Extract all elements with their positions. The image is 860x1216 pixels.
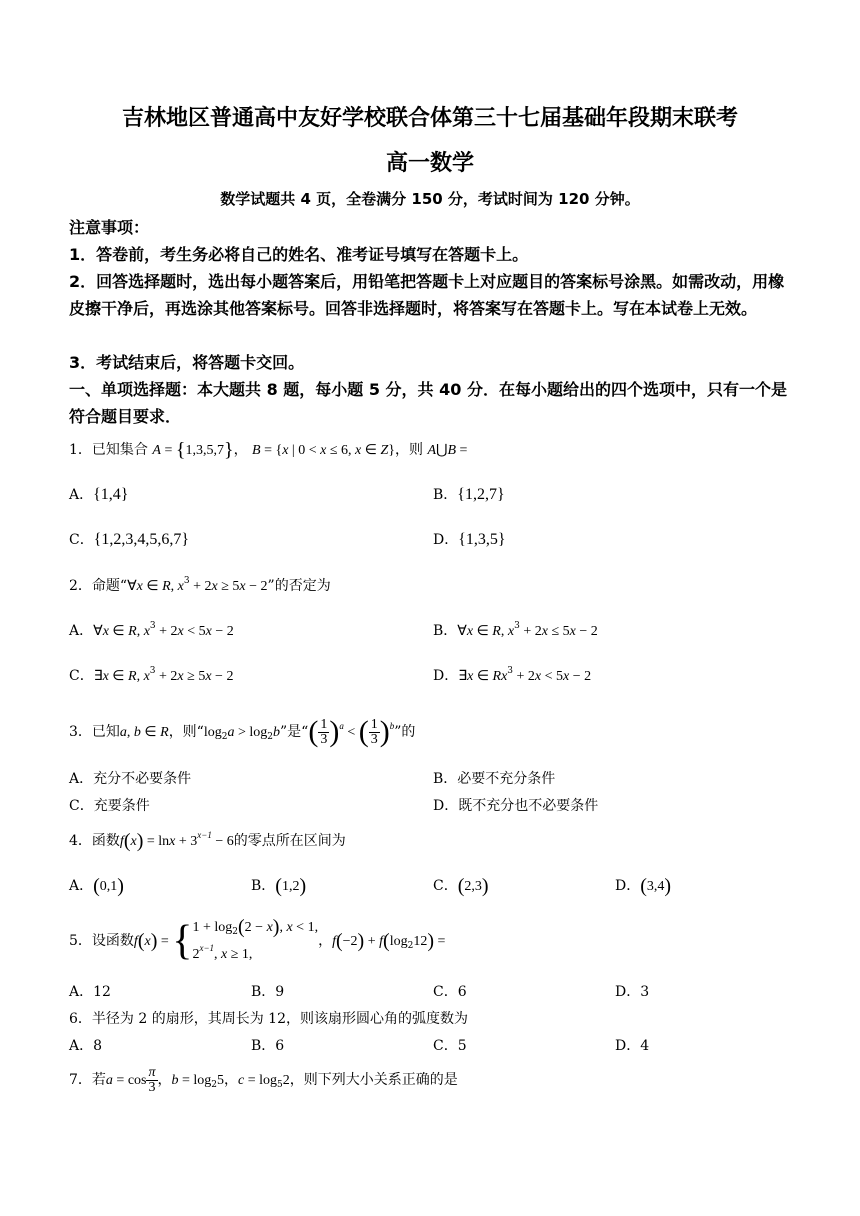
q3-option-c: C．充要条件 (69, 798, 150, 814)
notes-heading: 注意事项： (69, 218, 150, 237)
notes-item-1: 1．答卷前，考生务必将自己的姓名、准考证号填写在答题卡上。 (69, 245, 529, 264)
exam-title: 吉林地区普通高中友好学校联合体第三十七届基础年段期末联考 (121, 106, 738, 131)
question-3: 3．已知a, b ∈ R，则“$\log_2a > \log_2b$”是“( $\frac{1}{3}$ )$^a$ < ( $\frac{1}{3}$ )$^b$”的 (69, 715, 416, 748)
q1-prefix: 1．已知集合 (69, 442, 148, 458)
q5-option-d: D．3 (615, 984, 650, 1000)
q3-option-b: B．必要不充分条件 (433, 771, 556, 787)
question-7: 7．若a = cos $\frac{\pi}{3}$ ，$b = \log_25$，$c = \log_52$，则下列大小关系正确的是 (69, 1064, 458, 1095)
q2-option-a: A．∀x ∈ R, $x^3 + 2x < 5x - 2$ (69, 621, 234, 639)
q2-option-b: B．∀x ∈ R, $x^3 + 2x \le 5x - 2$ (433, 621, 598, 639)
q6-option-a: A．8 (69, 1038, 103, 1054)
question-5: 5．设函数f(x) = { $1 + \log_2(2 - x)$, x < 1, $2^{x-1}$, x ≥ 1, ，$f(-2) + f(\log_212)$ = (69, 916, 446, 964)
q1-option-d: D．{1,3,5} (433, 531, 506, 548)
q1-option-a-value: {1,4} (93, 486, 129, 503)
section-heading: 一、单项选择题：本大题共 8 题，每小题 5 分，共 40 分．在每小题给出的四个选项中，只有一个是符合题目要求． (69, 380, 787, 426)
q6-option-b: B．6 (251, 1038, 285, 1054)
q1-option-c-value: {1,2,3,4,5,6,7} (93, 531, 190, 548)
q4-option-b: B．(1,2) (251, 875, 307, 897)
question-2: 2．命题“∀x ∈ R, $x^3 + 2x \ge 5x - 2$”的否定为 (69, 576, 331, 594)
question-6: 6．半径为 2 的扇形，其周长为 12，则该扇形圆心角的弧度数为 (69, 1011, 468, 1027)
exam-info: 数学试题共 4 页，全卷满分 150 分，考试时间为 120 分钟。 (220, 190, 640, 208)
question-4: 4．函数$f(x) = \ln x + 3^{x-1} - 6$的零点所在区间为 (69, 830, 346, 852)
q4-option-c: C．(2,3) (433, 875, 489, 897)
q2-option-c: C．∃x ∈ R, $x^3 + 2x \ge 5x - 2$ (69, 666, 234, 684)
q6-option-d: D．4 (615, 1038, 650, 1054)
q5-option-a: A．12 (69, 984, 111, 1000)
q1-option-d-value: {1,3,5} (458, 531, 506, 548)
q1-mid: ，则 (394, 442, 423, 458)
q1-option-b-value: {1,2,7} (457, 486, 505, 503)
q5-option-c: C．6 (433, 984, 467, 1000)
q6-option-c: C．5 (433, 1038, 467, 1054)
notes-item-2: 2．回答选择题时，选出每小题答案后，用铅笔把答题卡上对应题目的答案标号涂黑。如需改动，用橡皮擦干净后，再选涂其他答案标号。回答非选择题时，将答案写在答题卡上。写在本试卷上无效。 (69, 272, 785, 318)
q4-option-d: D．(3,4) (615, 875, 672, 897)
q1-option-c: C．{1,2,3,4,5,6,7} (69, 531, 190, 548)
q4-option-a: A．(0,1) (69, 875, 124, 897)
q2-option-d: D．∃x ∈ $Rx^3 + 2x < 5x - 2$ (433, 666, 592, 684)
q1-sep: ， (233, 442, 248, 458)
q5-option-b: B．9 (251, 984, 285, 1000)
q1-option-b: B．{1,2,7} (433, 486, 505, 503)
q1-option-a: A．{1,4} (69, 486, 129, 503)
notes-item-3: 3．考试结束后，将答题卡交回。 (69, 353, 305, 372)
q3-option-a: A．充分不必要条件 (69, 771, 192, 787)
question-1: 1．已知集合 A = {1,3,5,7}， B = {x | 0 < x ≤ 6, x ∈ Z}，则 A⋃B = (69, 439, 468, 461)
q3-option-d: D．既不充分也不必要条件 (433, 798, 599, 814)
exam-subject: 高一数学 (385, 151, 474, 176)
